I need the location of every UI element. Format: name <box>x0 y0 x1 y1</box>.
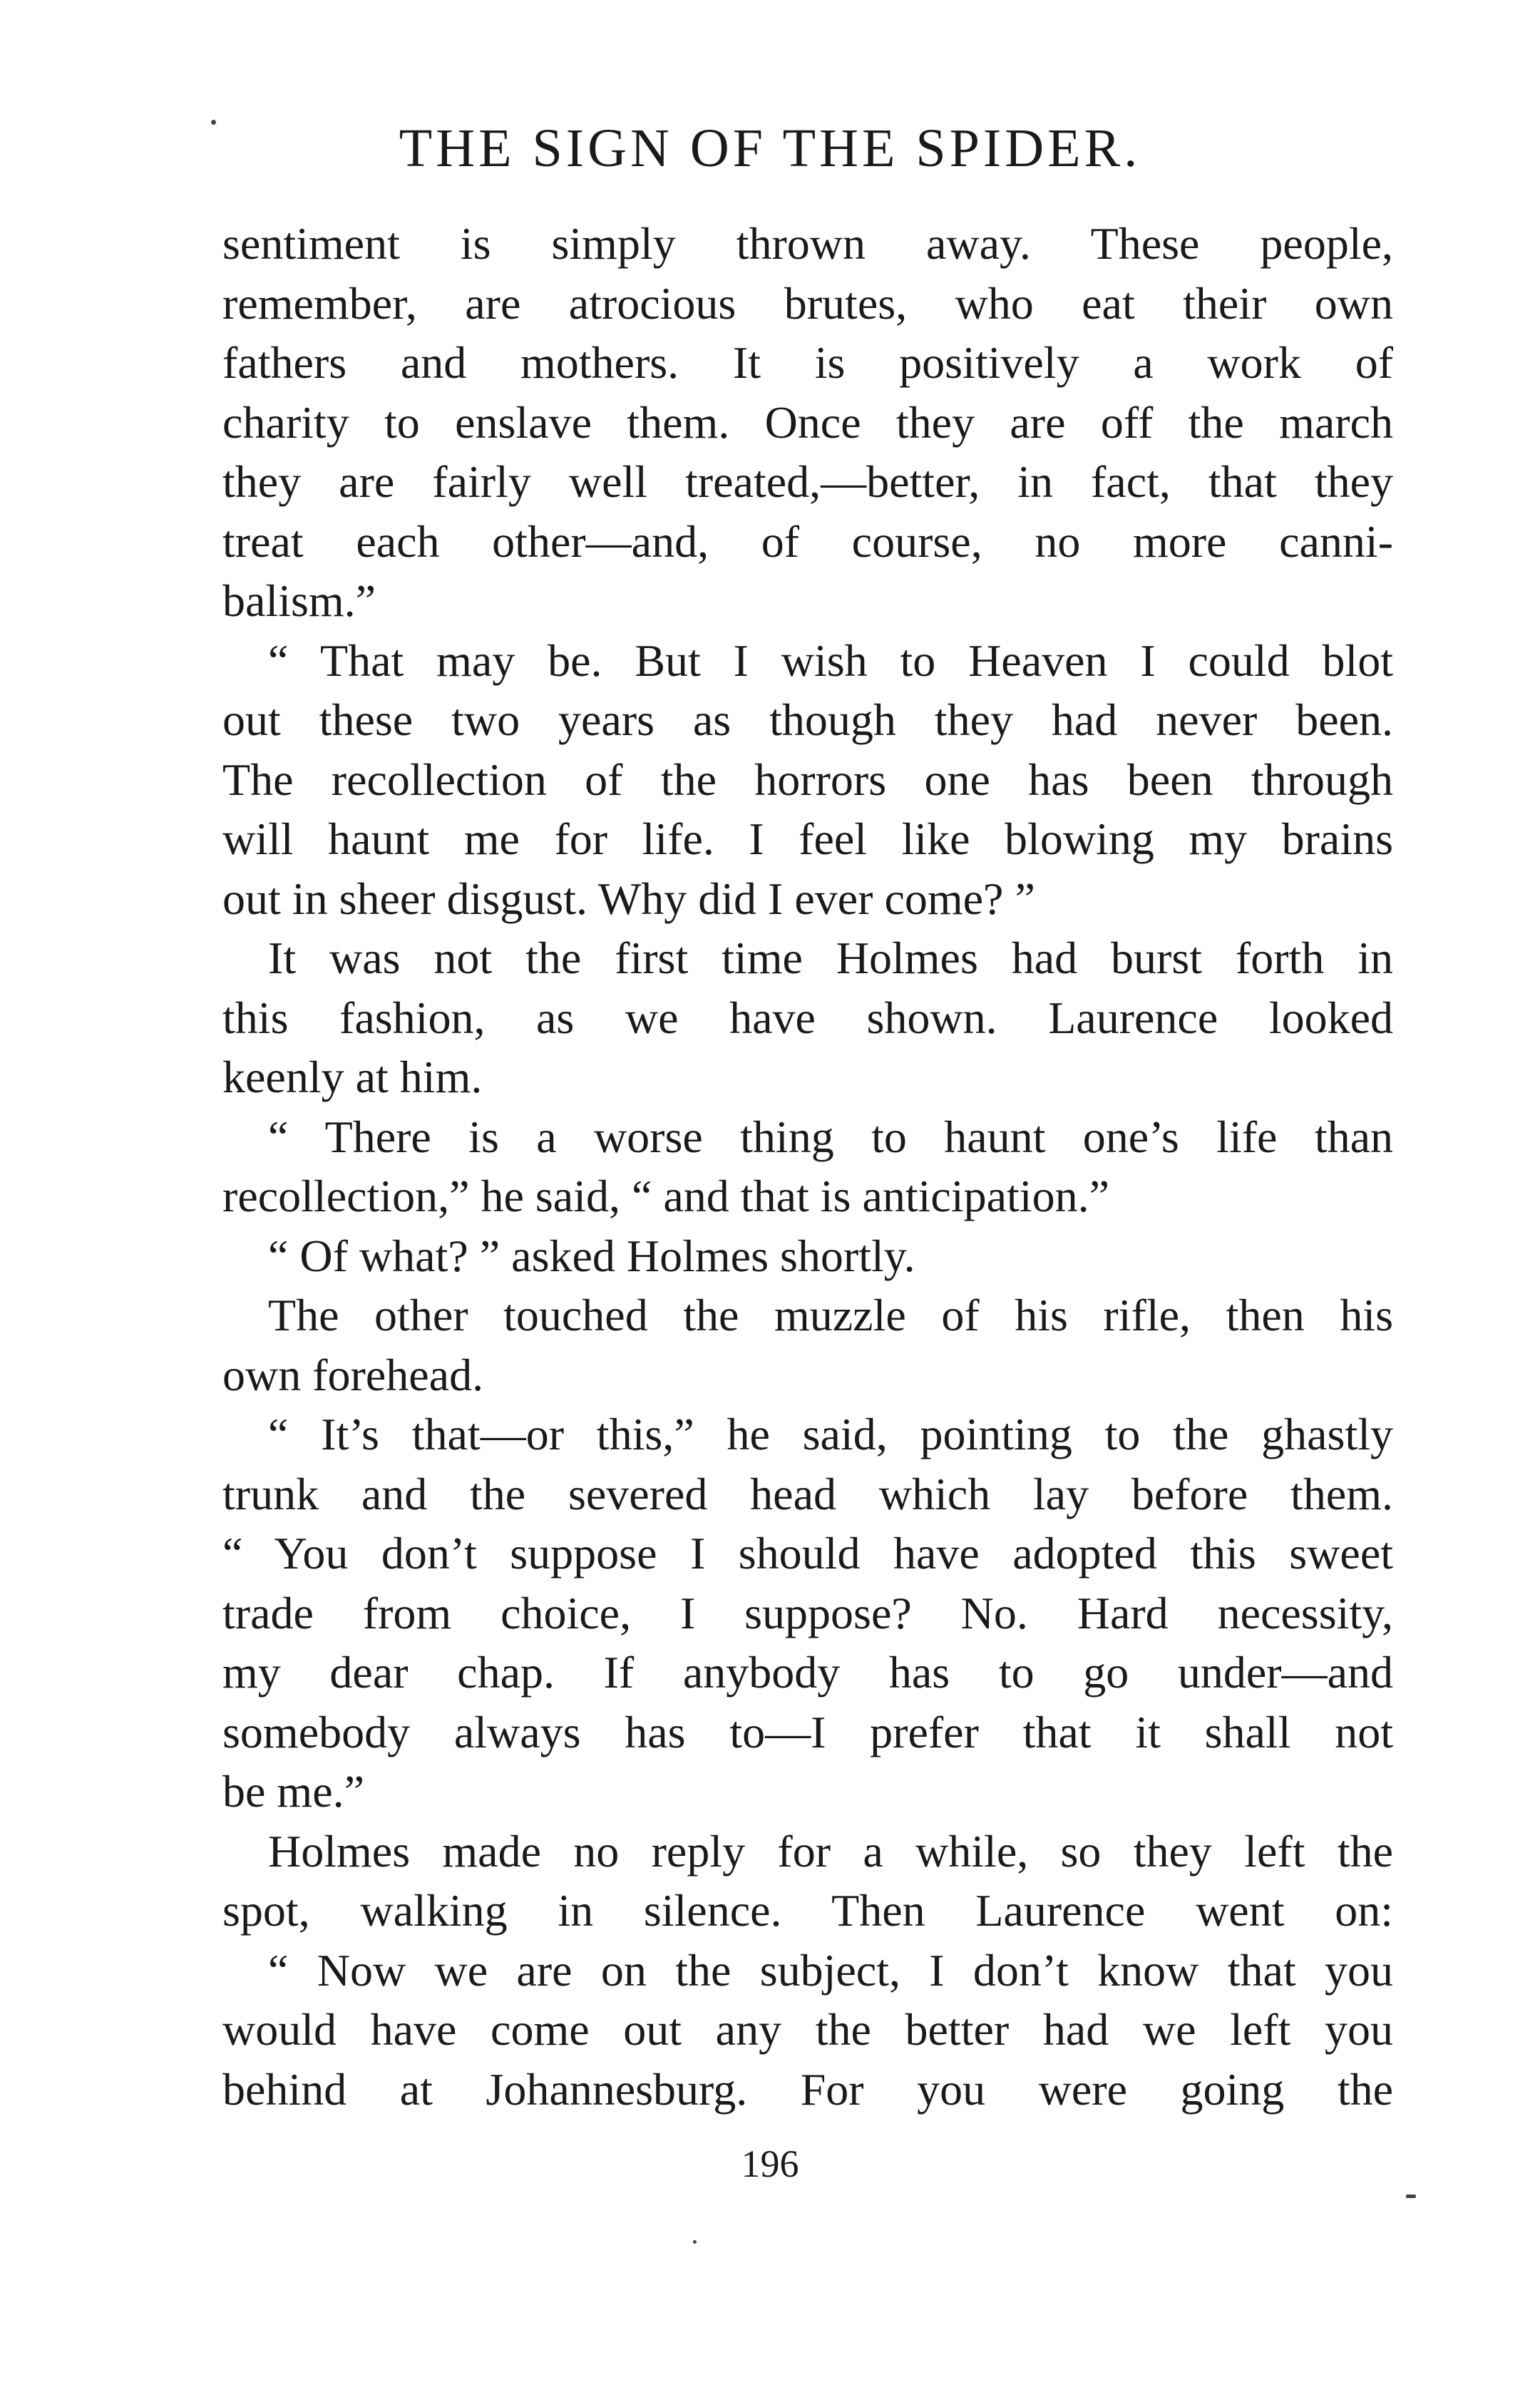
text-line: remember, are atrocious brutes, who eat their own <box>222 277 1393 329</box>
text-line: “ You don’t suppose I should have adopted this sweet <box>222 1528 1393 1579</box>
text-line: balism.” <box>222 575 376 626</box>
text-line: “ There is a worse thing to haunt one’s life than <box>268 1111 1393 1162</box>
text-line: be me.” <box>222 1766 364 1817</box>
text-line: trade from choice, I suppose? No. Hard necessity, <box>222 1587 1393 1638</box>
text-line: keenly at him. <box>222 1052 483 1102</box>
text-line: somebody always has to—I prefer that it shall not <box>222 1706 1393 1757</box>
scan-speck <box>211 120 216 125</box>
text-line: spot, walking in silence. Then Laurence went on: <box>222 1885 1393 1936</box>
scan-speck <box>693 2240 697 2244</box>
text-line: out in sheer disgust. Why did I ever come? ” <box>222 873 1035 924</box>
text-line: treat each other—and, of course, no more canni- <box>222 515 1393 567</box>
text-line: “ Of what? ” asked Holmes shortly. <box>268 1230 915 1281</box>
text-line: charity to enslave them. Once they are off the march <box>222 396 1393 448</box>
text-line: “ That may be. But I wish to Heaven I could blot <box>268 635 1393 686</box>
text-line: own forehead. <box>222 1349 484 1400</box>
text-line: The other touched the muzzle of his rifle, then his <box>268 1290 1393 1340</box>
text-line: It was not the first time Holmes had burst forth in <box>268 933 1393 983</box>
text-line: behind at Johannesburg. For you were going the <box>222 2063 1393 2115</box>
scan-speck <box>1406 2195 1416 2198</box>
text-line: recollection,” he said, “ and that is anticipation.” <box>222 1171 1109 1221</box>
text-line: The recollection of the horrors one has been through <box>222 754 1393 805</box>
text-line: “ It’s that—or this,” he said, pointing to the ghastly <box>268 1409 1393 1459</box>
text-line: fathers and mothers. It is positively a work of <box>222 337 1393 388</box>
running-head: THE SIGN OF THE SPIDER. <box>399 118 1141 178</box>
text-line: sentiment is simply thrown away. These people, <box>222 218 1393 269</box>
text-line: “ Now we are on the subject, I don’t know that you <box>268 1944 1393 1996</box>
text-line: trunk and the severed head which lay before them. <box>222 1468 1393 1519</box>
text-line: will haunt me for life. I feel like blowing my brains <box>222 813 1393 864</box>
text-line: out these two years as though they had never been. <box>222 694 1393 745</box>
text-line: Holmes made no reply for a while, so they left the <box>268 1825 1393 1877</box>
text-line: my dear chap. If anybody has to go under—and <box>222 1647 1393 1698</box>
body-text <box>222 214 1393 2119</box>
text-line: they are fairly well treated,—better, in fact, that they <box>222 456 1393 507</box>
text-line: this fashion, as we have shown. Laurence looked <box>222 992 1393 1043</box>
page-number: 196 <box>741 2142 799 2185</box>
text-line: would have come out any the better had we left you <box>222 2004 1393 2055</box>
